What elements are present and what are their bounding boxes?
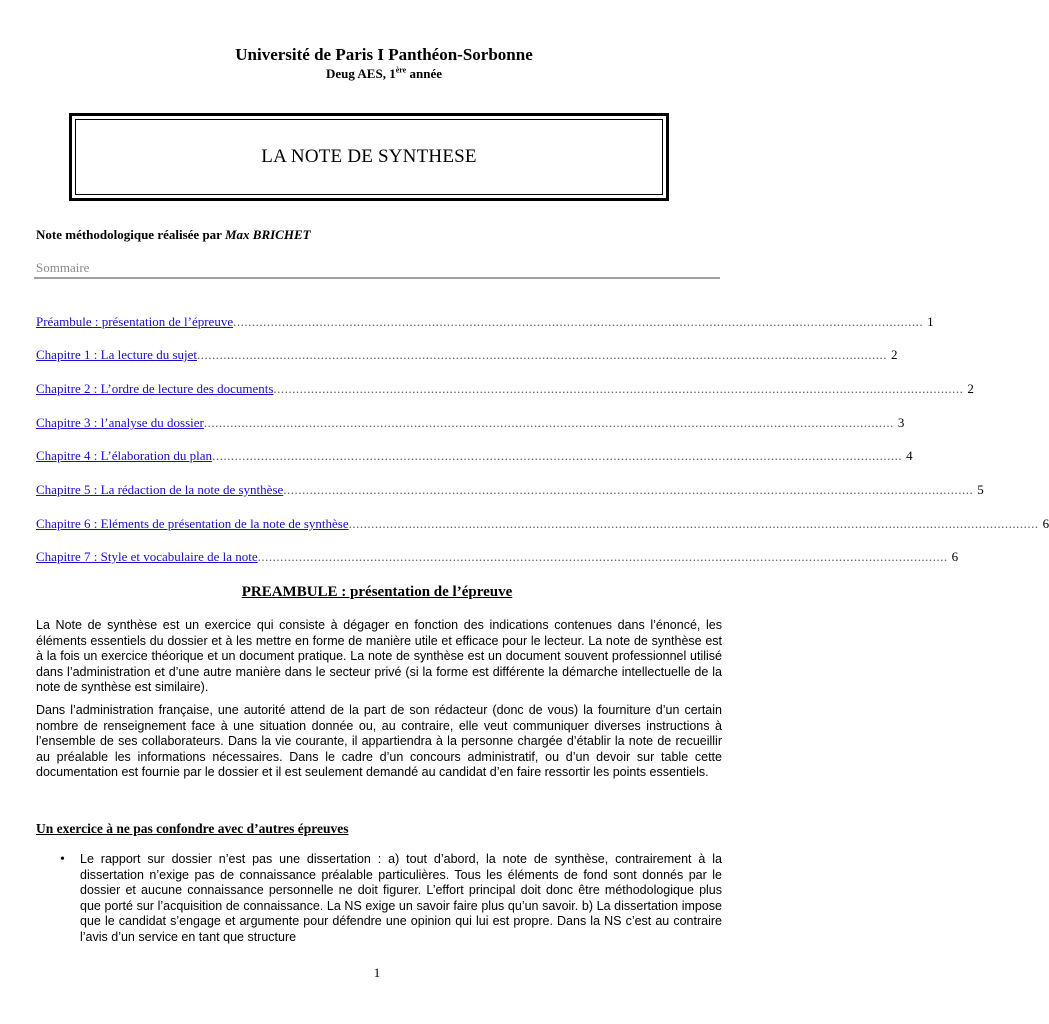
toc-entry-preambule[interactable] [36, 314, 934, 330]
course-line [0, 66, 768, 82]
toc-page-number: 2 [891, 347, 898, 362]
toc-entry-chapter-5[interactable] [36, 482, 984, 498]
toc-link[interactable]: Chapitre 6 : Eléments de présentation de la note de synthèse [36, 516, 349, 531]
document-title: LA NOTE DE SYNTHESE [261, 146, 477, 167]
exercise-subheading: Un exercice à ne pas confondre avec d’autres épreuves [36, 821, 349, 836]
toc-leader: ........................................................................................................................................................................................ [233, 314, 924, 329]
toc-link[interactable]: Chapitre 7 : Style et vocabulaire de la note [36, 549, 258, 564]
toc-link[interactable]: Chapitre 2 : L’ordre de lecture des documents [36, 381, 274, 396]
title-frame-inner [75, 119, 663, 195]
course-prefix: Deug AES, 1 [326, 66, 396, 81]
toc-link[interactable]: Chapitre 3 : l’analyse du dossier [36, 415, 204, 430]
toc-link[interactable]: Chapitre 5 : La rédaction de la note de synthèse [36, 482, 284, 497]
toc-leader: ........................................................................................................................................................................................ [257, 549, 948, 564]
toc-heading: Sommaire [36, 260, 90, 275]
preambule-heading: PREAMBULE : présentation de l’épreuve [241, 584, 513, 600]
preambule-paragraph-2: Dans l’administration française, une autorité attend de la part de son rédacteur (donc de vous) la fourniture d’un certain nombre de renseignement face à une situation donnée ou, au contraire, elle veut communiquer diverses instructions à l’ensemble de ses collaborateurs. Dans la vie courante, il appartiendra à la personne chargée d’établir la note de recueillir au préalable les informations nécessaires. Dans le cadre d’un concours administratif, ou d’un devoir sur table cette documentation est fournie par le dossier et il est seulement demandé au candidat d’en faire ressortir les points essentiels. [36, 703, 722, 779]
toc-entry-chapter-1[interactable] [36, 347, 898, 363]
preambule-paragraph-1: La Note de synthèse est un exercice qui consiste à dégager en fonction des indications contenues dans l’énoncé, les éléments essentiels du dossier et à les mettre en forme de manière utile et efficace pour le lecteur. La note de synthèse est à la fois un exercice théorique et un document pratique. La note de synthèse est un document souvent professionnel utilisé dans l’administration et d’une autre manière dans le secteur privé (si la forme est différente la démarche intellectuelle de la note de synthèse est similaire). [36, 618, 722, 694]
toc-link[interactable]: Chapitre 4 : L’élaboration du plan [36, 448, 213, 463]
toc-page-number: 5 [977, 482, 984, 497]
author-name: Max BRICHET [224, 227, 311, 242]
page-number: 1 [373, 965, 381, 980]
toc-entry-chapter-7[interactable] [36, 549, 959, 565]
bullet-item [60, 852, 722, 945]
toc-leader: ........................................................................................................................................................................................ [273, 381, 964, 396]
author-line [36, 227, 311, 243]
toc-link[interactable]: Préambule : présentation de l’épreuve [36, 314, 234, 329]
toc-page-number: 4 [906, 448, 913, 463]
toc-leader: ........................................................................................................................................................................................ [212, 448, 903, 463]
course-suffix: année [406, 66, 442, 81]
author-prefix: Note méthodologique réalisée par [36, 227, 225, 242]
toc-entry-chapter-2[interactable] [36, 381, 974, 397]
toc-leader: ........................................................................................................................................................................................ [348, 516, 1039, 531]
toc-entry-chapter-3[interactable] [36, 415, 905, 431]
toc-page-number: 6 [1042, 516, 1049, 531]
toc-entry-chapter-6[interactable] [36, 516, 1049, 532]
toc-page-number: 1 [927, 314, 934, 329]
bullet-text: Le rapport sur dossier n’est pas une dissertation : a) tout d’abord, la note de synthèse, contrairement à la dissertation n’exige pas de connaissance préalable particulières. Tous les éléments de fond sont donnés par le dossier et aucune connaissance personnelle ne doit figurer. L’effort principal doit donc être méthodologique plus que porté sur l’acquisition de connaissance. La NS exige un savoir faire plus qu’un savoir. b) La dissertation impose que le candidat s’engage et argumente pour défendre une opinion qui lui est propre. Dans la NS c’est au contraire l’avis d’un service en tant que structure [80, 852, 722, 944]
toc-leader: ........................................................................................................................................................................................ [283, 482, 974, 497]
university-name: Université de Paris I Panthéon-Sorbonne [235, 45, 533, 64]
toc-divider [34, 277, 720, 279]
toc-page-number: 2 [967, 381, 974, 396]
document-header [0, 44, 768, 82]
title-frame [69, 113, 669, 201]
toc-leader: ........................................................................................................................................................................................ [203, 415, 894, 430]
toc-page-number: 6 [951, 549, 959, 564]
bullet-icon: • [60, 852, 65, 867]
course-superscript: ère [395, 65, 407, 75]
toc-entry-chapter-4[interactable] [36, 448, 913, 464]
toc-link[interactable]: Chapitre 1 : La lecture du sujet [36, 347, 198, 362]
toc-leader: ........................................................................................................................................................................................ [197, 347, 888, 362]
toc-page-number: 3 [897, 415, 905, 430]
